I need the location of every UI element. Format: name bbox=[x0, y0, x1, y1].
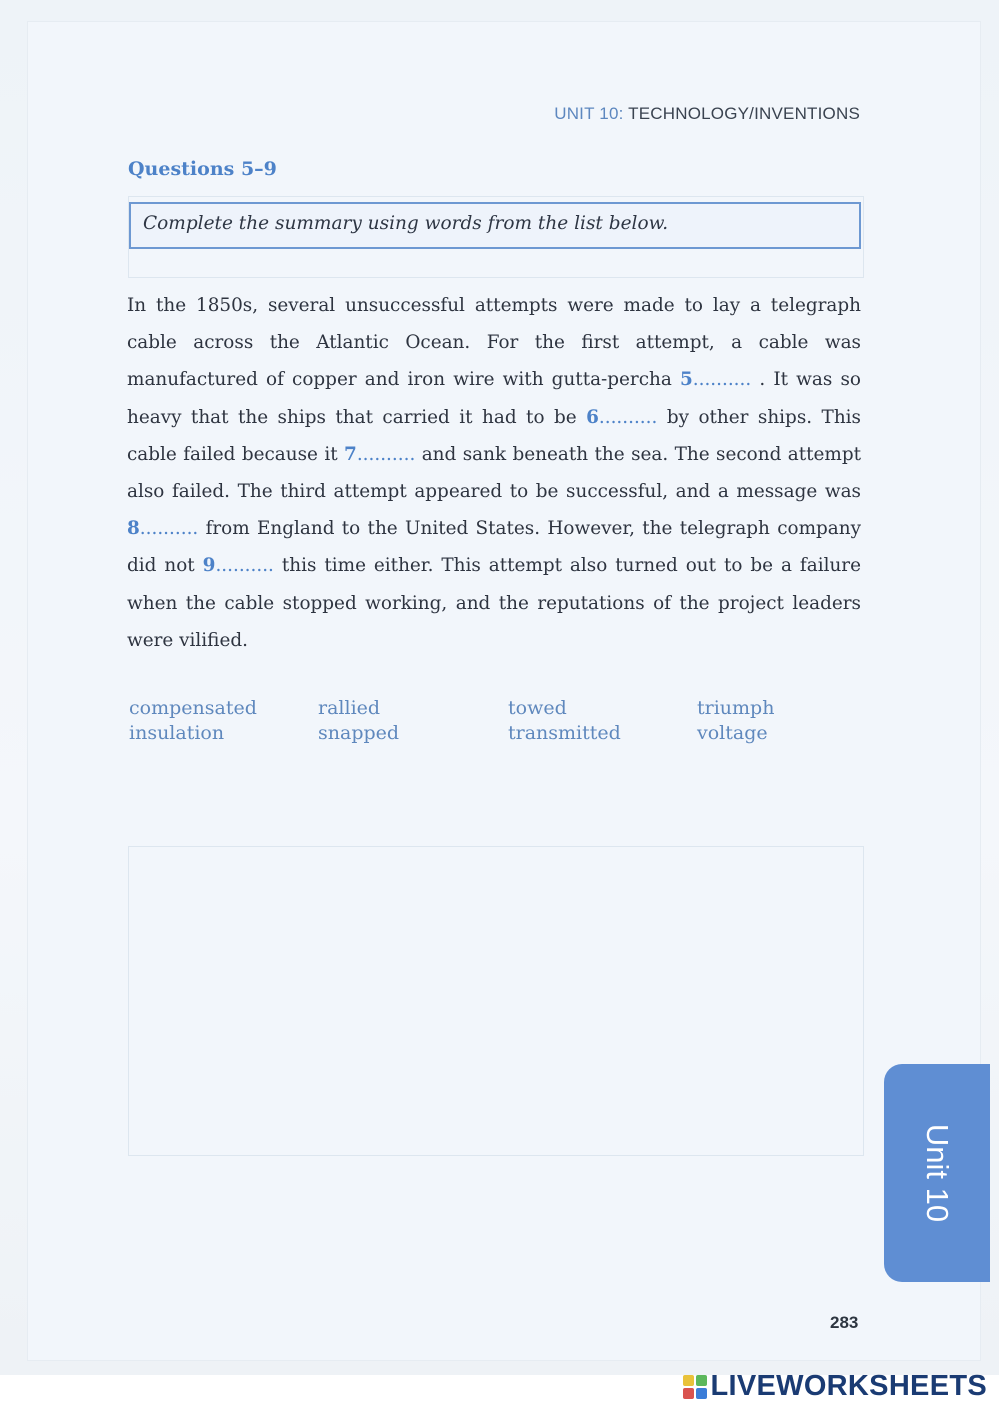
summary-text: . It was so heavy that the ships that carried it had to be bbox=[127, 369, 861, 428]
word-option: transmitted bbox=[508, 722, 621, 744]
gap-number-5: 5 bbox=[679, 369, 693, 391]
word-option: rallied bbox=[318, 697, 381, 719]
unit-side-tab bbox=[884, 1064, 990, 1282]
unit-tab-label: Unit 10 bbox=[920, 1123, 955, 1223]
questions-title: Questions 5–9 bbox=[128, 158, 277, 180]
gap-number-7: 7 bbox=[344, 443, 357, 465]
summary-paragraph bbox=[127, 287, 861, 659]
instruction-box bbox=[129, 202, 861, 249]
brand-name: LIVEWORKSHEETS bbox=[710, 1370, 987, 1402]
answer-blank-9[interactable]: .......... bbox=[215, 555, 274, 577]
summary-text: by other ships. This cable failed because it bbox=[127, 406, 861, 465]
summary-text: In the 1850s, several unsuccessful attempts were made to lay a telegraph cable across the Atlantic Ocean. For the first attempt, a cable was manufactured of copper and iron wire with gutta-percha bbox=[127, 295, 861, 391]
word-list bbox=[129, 696, 829, 746]
word-option: towed bbox=[508, 697, 567, 719]
header-unit-prefix: UNIT 10: bbox=[554, 104, 624, 123]
word-option: triumph bbox=[697, 697, 775, 719]
page-number: 283 bbox=[830, 1313, 859, 1332]
gap-number-9: 9 bbox=[202, 555, 216, 577]
answer-blank-7[interactable]: .......... bbox=[356, 443, 416, 465]
summary-text: this time either. This attempt also turned out to be a failure when the cable stopped working, and the reputations of the project leaders were vilified. bbox=[127, 555, 861, 651]
gap-number-6: 6 bbox=[586, 406, 599, 428]
gap-number-8: 8 bbox=[127, 518, 140, 540]
word-option: insulation bbox=[129, 722, 225, 744]
word-option: compensated bbox=[129, 697, 257, 719]
answer-blank-5[interactable]: .......... bbox=[692, 369, 752, 391]
summary-text: from England to the United States. However, the telegraph company did not bbox=[127, 518, 861, 577]
running-header bbox=[554, 104, 860, 124]
summary-text: and sank beneath the sea. The second attempt also failed. The third attempt appeared to be successful, and a message was bbox=[127, 443, 861, 503]
header-unit-title: TECHNOLOGY/INVENTIONS bbox=[623, 104, 860, 123]
instruction-text: Complete the summary using words from the list below. bbox=[143, 213, 669, 234]
brand-footer bbox=[683, 1370, 988, 1403]
liveworksheets-logo-icon bbox=[683, 1375, 707, 1399]
word-option: voltage bbox=[697, 722, 768, 744]
bleed-through-table bbox=[128, 846, 864, 1156]
word-option: snapped bbox=[318, 722, 400, 744]
answer-blank-8[interactable]: .......... bbox=[139, 518, 199, 540]
answer-blank-6[interactable]: .......... bbox=[598, 406, 658, 428]
